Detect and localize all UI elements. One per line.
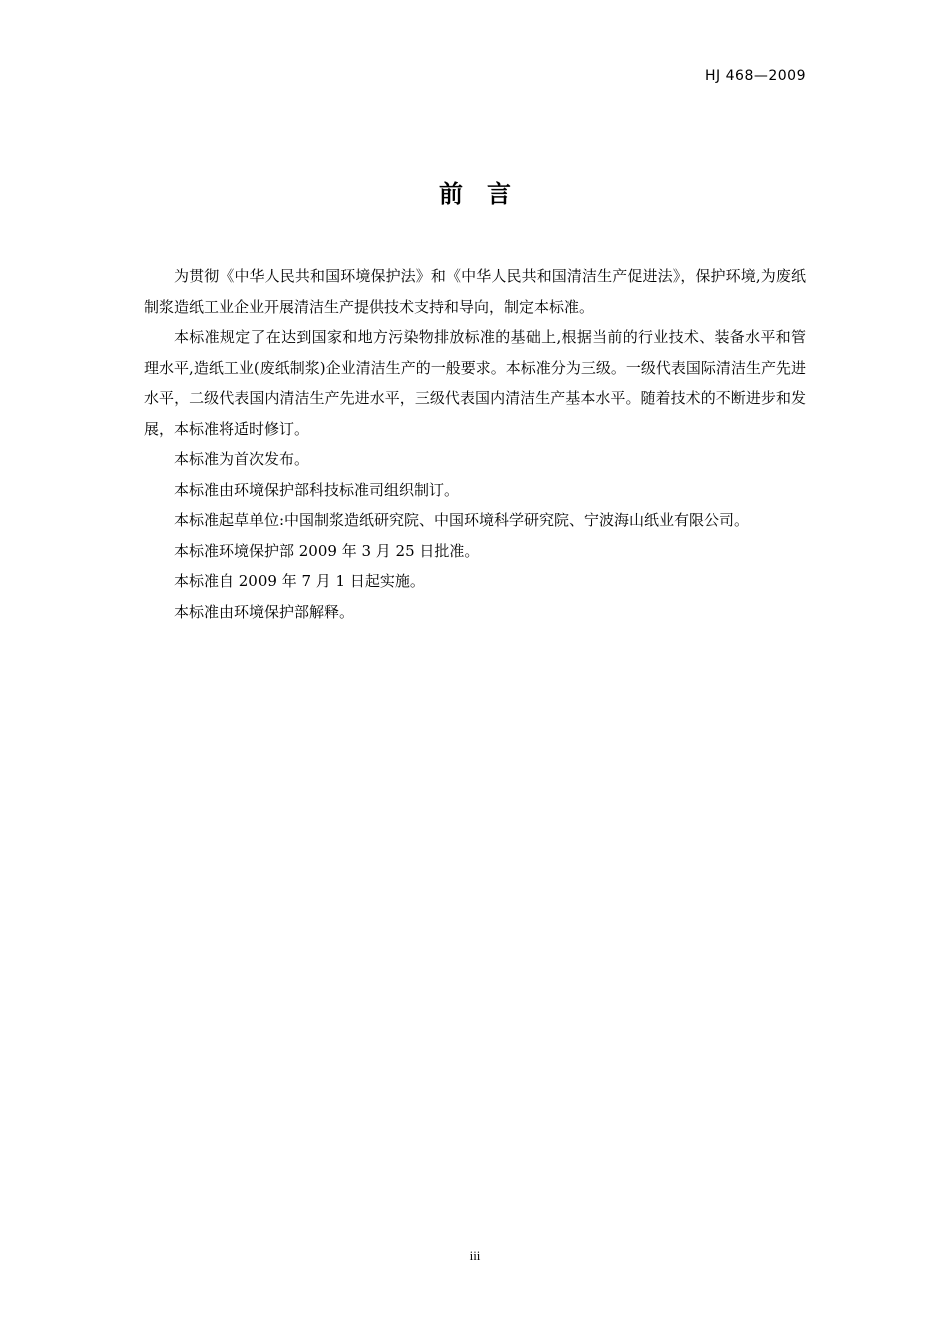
paragraph-effective-date: 本标准自 2009 年 7 月 1 日起实施。 [174, 572, 425, 590]
paragraph-purpose: 为贯彻《中华人民共和国环境保护法》和《中华人民共和国清洁生产促进法》，保护环境,为废纸制浆造纸工业企业开展清洁生产提供技术支持和导向，制定本标准。 [144, 267, 806, 316]
paragraph-interpretation: 本标准由环境保护部解释。 [174, 602, 355, 621]
paragraph-scope: 本标准规定了在达到国家和地方污染物排放标准的基础上,根据当前的行业技术、装备水平和管理水平,造纸工业(废纸制浆)企业清洁生产的一般要求。本标准分为三级。一级代表国际清洁生产先进水平，二级代表国内清洁生产先进水平，三级代表国内清洁生产基本水平。随着技术的不断进步和发展，本标准将适时修订。 [144, 328, 806, 438]
preface-body [144, 261, 806, 627]
page-number: iii [469, 1248, 481, 1263]
document-code: HJ 468—2009 [705, 68, 806, 84]
paragraph-organizer: 本标准由环境保护部科技标准司组织制订。 [174, 480, 460, 499]
paragraph-drafters: 本标准起草单位:中国制浆造纸研究院、中国环境科学研究院、宁波海山纸业有限公司。 [174, 511, 750, 529]
paragraph-first-release: 本标准为首次发布。 [174, 450, 310, 468]
paragraph-approval-date: 本标准环境保护部 2009 年 3 月 25 日批准。 [174, 541, 480, 560]
page-title: 前言 [439, 179, 535, 208]
